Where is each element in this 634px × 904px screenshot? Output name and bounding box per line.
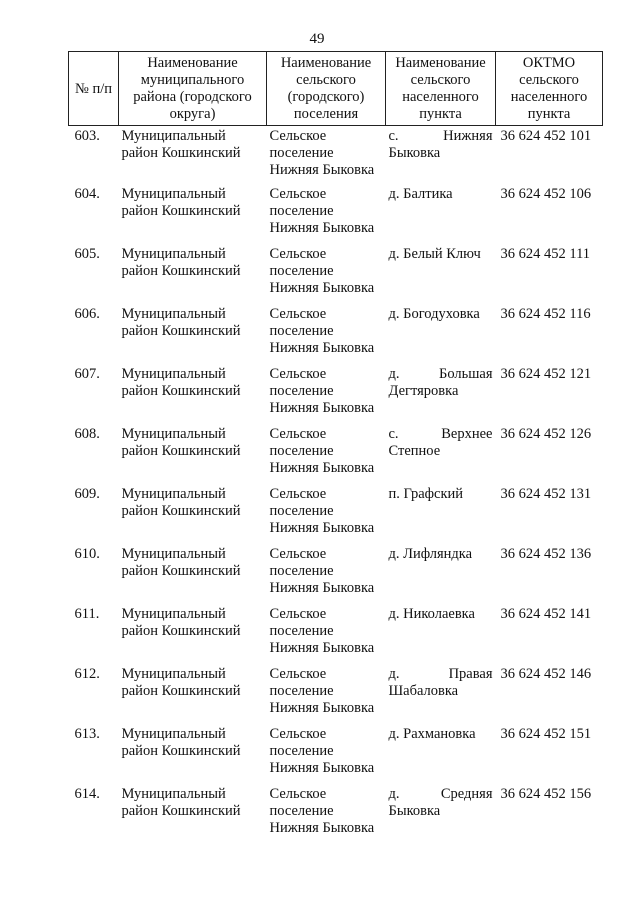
cell-settlement: Сельское поселение Нижняя Быковка [269,305,375,356]
table-row [69,306,603,366]
cell-settlement: Сельское поселение Нижняя Быковка [269,365,375,416]
cell-locality: с. Нижняя Быковка [388,128,493,161]
cell-oktmo: 36 624 452 141 [500,605,592,622]
cell-locality: д. Николаевка [388,605,475,622]
cell-locality: д. Белый Ключ [388,245,481,262]
cell-num: 609. [74,485,100,502]
table-header [69,52,603,126]
cell-district: Муниципальный район Кошкинский [121,128,241,161]
cell-num: 613. [74,725,100,742]
cell-oktmo: 36 624 452 131 [500,485,592,502]
header-oktmo: ОКТМО сельского населенного пункта [496,52,603,126]
cell-locality: п. Графский [388,485,464,502]
table-row [69,426,603,486]
cell-num: 611. [74,605,100,622]
cell-locality: д. Средняя Быковка [388,785,493,819]
cell-num: 603. [74,128,100,144]
cell-locality: с. Верхнее Степное [388,425,493,459]
cell-settlement: Сельское поселение Нижняя Быковка [269,785,375,836]
page-number: 49 [309,31,325,47]
cell-oktmo: 36 624 452 116 [500,305,591,322]
cell-oktmo: 36 624 452 156 [500,785,592,802]
table-row [69,186,603,246]
header-locality: Наименование сельского населенного пункта [386,52,496,126]
table-row [69,606,603,666]
cell-district: Муниципальный район Кошкинский [121,365,241,399]
table-row [69,126,603,186]
cell-num: 608. [74,425,100,442]
table-row [69,786,603,846]
cell-num: 614. [74,785,100,802]
cell-num: 612. [74,665,100,682]
cell-district: Муниципальный район Кошкинский [121,185,241,219]
cell-settlement: Сельское поселение Нижняя Быковка [269,245,375,296]
settlements-table [68,51,603,846]
cell-settlement: Сельское поселение Нижняя Быковка [269,725,375,776]
cell-locality: д. Балтика [388,185,453,202]
cell-oktmo: 36 624 452 146 [500,665,592,682]
table-row [69,246,603,306]
cell-num: 606. [74,305,100,322]
cell-oktmo: 36 624 452 101 [500,128,592,144]
table-row [69,546,603,606]
cell-settlement: Сельское поселение Нижняя Быковка [269,185,375,236]
table-row [69,486,603,546]
cell-oktmo: 36 624 452 111 [500,245,591,262]
cell-locality: д. Богодуховка [388,305,480,322]
cell-district: Муниципальный район Кошкинский [121,485,241,519]
cell-settlement: Сельское поселение Нижняя Быковка [269,665,375,716]
cell-settlement: Сельское поселение Нижняя Быковка [269,605,375,656]
cell-district: Муниципальный район Кошкинский [121,425,241,459]
cell-district: Муниципальный район Кошкинский [121,725,241,759]
cell-district: Муниципальный район Кошкинский [121,305,241,339]
cell-locality: д. Правая Шабаловка [388,665,493,699]
cell-num: 605. [74,245,100,262]
header-row [69,52,603,126]
table-row [69,726,603,786]
cell-settlement: Сельское поселение Нижняя Быковка [269,485,375,536]
cell-locality: д. Лифляндка [388,545,473,562]
cell-oktmo: 36 624 452 126 [500,425,592,442]
cell-oktmo: 36 624 452 106 [500,185,592,202]
cell-settlement: Сельское поселение Нижняя Быковка [269,128,375,178]
cell-num: 604. [74,185,100,202]
cell-district: Муниципальный район Кошкинский [121,605,241,639]
header-num: № п/п [69,52,119,126]
cell-oktmo: 36 624 452 151 [500,725,592,742]
cell-district: Муниципальный район Кошкинский [121,665,241,699]
cell-district: Муниципальный район Кошкинский [121,245,241,279]
cell-district: Муниципальный район Кошкинский [121,785,241,819]
header-district: Наименование муниципального района (городского округа) [119,52,267,126]
table-body [69,126,603,846]
cell-oktmo: 36 624 452 121 [500,365,592,382]
cell-num: 607. [74,365,100,382]
cell-num: 610. [74,545,100,562]
cell-oktmo: 36 624 452 136 [500,545,592,562]
table-row [69,366,603,426]
cell-locality: д. Большая Дегтяровка [388,365,493,399]
cell-district: Муниципальный район Кошкинский [121,545,241,579]
table-row [69,666,603,726]
cell-locality: д. Рахмановка [388,725,476,742]
header-settlement: Наименование сельского (городского) поселения [267,52,386,126]
cell-settlement: Сельское поселение Нижняя Быковка [269,425,375,476]
cell-settlement: Сельское поселение Нижняя Быковка [269,545,375,596]
